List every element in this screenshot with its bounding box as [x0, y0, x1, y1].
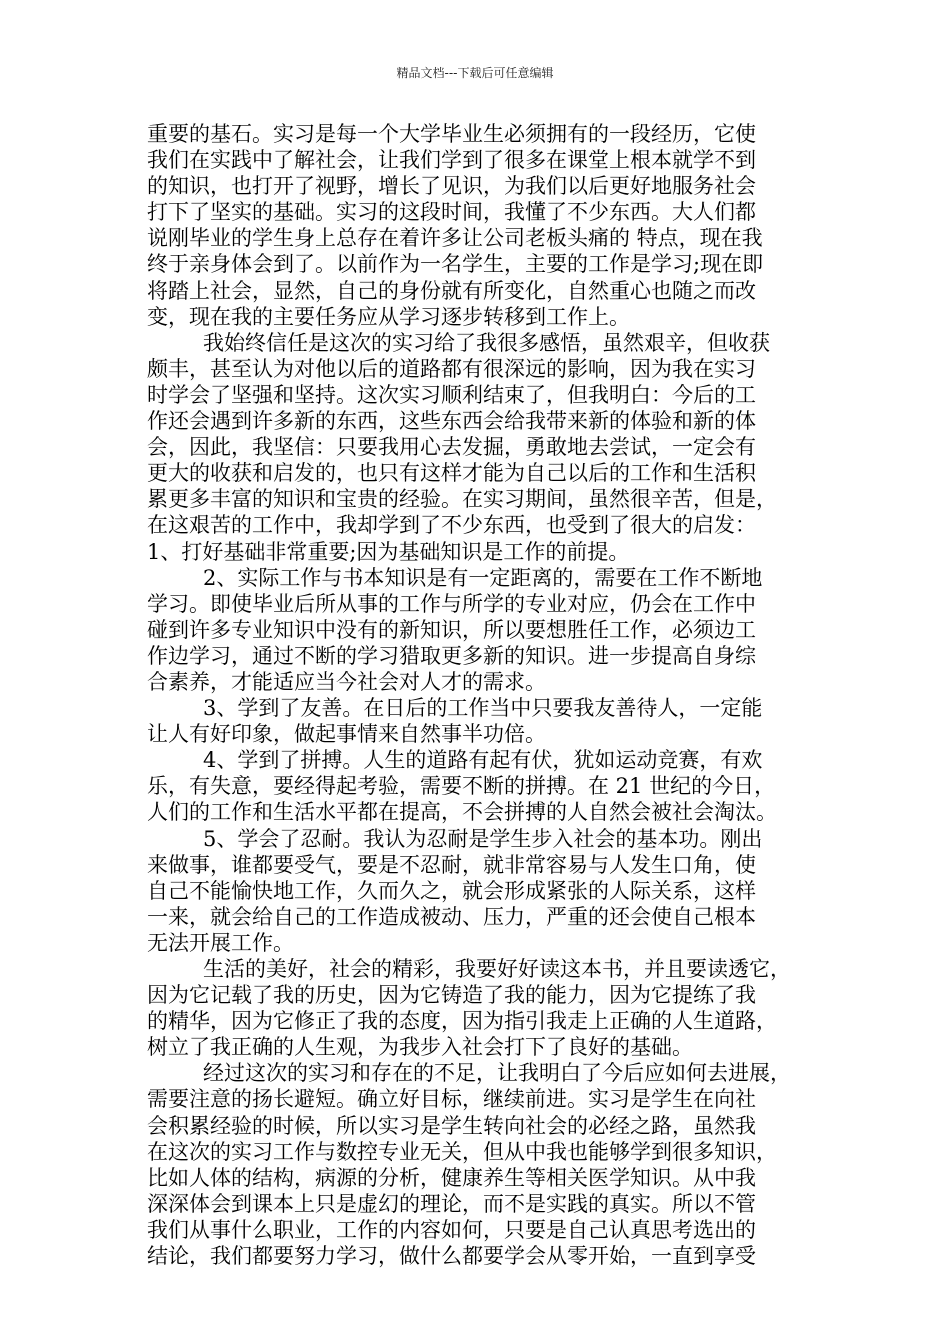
- text-line: 会积累经验的时候，所以实习是学生转向社会的必经之路，虽然我: [147, 1113, 756, 1138]
- text-line: 自己不能愉快地工作，久而久之，就会形成紧张的人际关系，这样: [147, 878, 756, 903]
- text-line: 树立了我正确的人生观，为我步入社会打下了良好的基础。: [147, 1035, 693, 1060]
- text-line: 需要注意的扬长避短。确立好目标，继续前进。实习是学生在向社: [147, 1087, 756, 1112]
- text-line: 在这艰苦的工作中，我却学到了不少东西，也受到了很大的启发：: [147, 513, 756, 538]
- text-line: 结论，我们都要努力学习，做什么都要学会从零开始，一直到享受: [147, 1244, 756, 1269]
- text-line: 更大的收获和启发的，也只有这样才能为自己以后的工作和生活积: [147, 461, 756, 486]
- text-line: 无法开展工作。: [147, 930, 294, 955]
- text-line: 我们从事什么职业，工作的内容如何，只要是自己认真思考选出的: [147, 1217, 756, 1242]
- text-line: 在这次的实习工作与数控专业无关，但从中我也能够学到很多知识，: [147, 1139, 777, 1164]
- text-line: 5、学会了忍耐。我认为忍耐是学生步入社会的基本功。刚出: [203, 826, 763, 851]
- text-line: 合素养，才能适应当今社会对人才的需求。: [147, 669, 546, 694]
- text-line: 重要的基石。实习是每一个大学毕业生必须拥有的一段经历，它使: [147, 122, 756, 146]
- text-line: 比如人体的结构，病源的分析，健康养生等相关医学知识。从中我: [147, 1165, 756, 1190]
- text-line: 生活的美好，社会的精彩，我要好好读这本书，并且要读透它，: [203, 957, 791, 981]
- text-line: 我始终信任是这次的实习给了我很多感悟，虽然艰辛，但收获: [203, 330, 770, 355]
- text-line: 打下了坚实的基础。实习的这段时间，我懂了不少东西。大人们都: [147, 200, 756, 225]
- text-line: 颇丰，甚至认为对他以后的道路都有很深远的影响，因为我在实习: [147, 356, 756, 381]
- text-line: 1、打好基础非常重要;因为基础知识是工作的前提。: [147, 539, 630, 564]
- document-body: [147, 121, 825, 1269]
- text-line: 我们在实践中了解社会，让我们学到了很多在课堂上根本就学不到: [147, 148, 756, 173]
- text-line: 的精华，因为它修正了我的态度，因为指引我走上正确的人生道路，: [147, 1009, 777, 1034]
- text-line: 2、实际工作与书本知识是有一定距离的，需要在工作不断地: [203, 565, 763, 590]
- text-line: 作边学习，通过不断的学习猎取更多新的知识。进一步提高自身综: [147, 643, 756, 668]
- text-line: 说刚毕业的学生身上总存在着许多让公司老板头痛的 特点，现在我: [147, 226, 763, 251]
- text-line: 经过这次的实习和存在的不足，让我明白了今后应如何去进展，: [203, 1061, 791, 1086]
- text-line: 让人有好印象，做起事情来自然事半功倍。: [147, 722, 546, 747]
- text-line: 因为它记载了我的历史，因为它铸造了我的能力，因为它提练了我: [147, 983, 756, 1008]
- text-line: 深深体会到课本上只是虚幻的理论，而不是实践的真实。所以不管: [147, 1191, 756, 1216]
- text-line: 碰到许多专业知识中没有的新知识，所以要想胜任工作，必须边工: [147, 617, 756, 642]
- text-line: 变，现在我的主要任务应从学习逐步转移到工作上。: [147, 304, 630, 329]
- text-line: 的知识，也打开了视野，增长了见识，为我们以后更好地服务社会: [147, 174, 756, 199]
- text-line: 时学会了坚强和坚持。这次实习顺利结束了，但我明白：今后的工: [147, 382, 756, 407]
- text-line: 3、学到了友善。在日后的工作当中只要我友善待人，一定能: [203, 696, 763, 721]
- text-line: 人们的工作和生活水平都在提高，不会拼搏的人自然会被社会淘汰。: [147, 800, 777, 825]
- text-line: 学习。即使毕业后所从事的工作与所学的专业对应，仍会在工作中: [147, 591, 756, 616]
- text-line: 一来，就会给自己的工作造成被动、压力，严重的还会使自己根本: [147, 904, 756, 929]
- text-line: 将踏上社会，显然，自己的身份就有所变化，自然重心也随之而改: [147, 278, 756, 303]
- text-line: 作还会遇到许多新的东西，这些东西会给我带来新的体验和新的体: [147, 409, 756, 434]
- text-line: 终于亲身体会到了。以前作为一名学生，主要的工作是学习;现在即: [147, 252, 764, 277]
- page-header: 精品文档---下载后可任意编辑: [396, 66, 554, 80]
- text-line: 会，因此，我坚信：只要我用心去发掘，勇敢地去尝试，一定会有: [147, 435, 756, 460]
- text-line: 来做事，谁都要受气，要是不忍耐，就非常容易与人发生口角，使: [147, 852, 756, 877]
- text-line: 累更多丰富的知识和宝贵的经验。在实习期间，虽然很辛苦，但是，: [147, 487, 777, 512]
- text-line: 乐，有失意，要经得起考验，需要不断的拼搏。在 21 世纪的今日，: [147, 774, 776, 799]
- text-line: 4、学到了拼搏。人生的道路有起有伏，犹如运动竞赛，有欢: [203, 748, 763, 773]
